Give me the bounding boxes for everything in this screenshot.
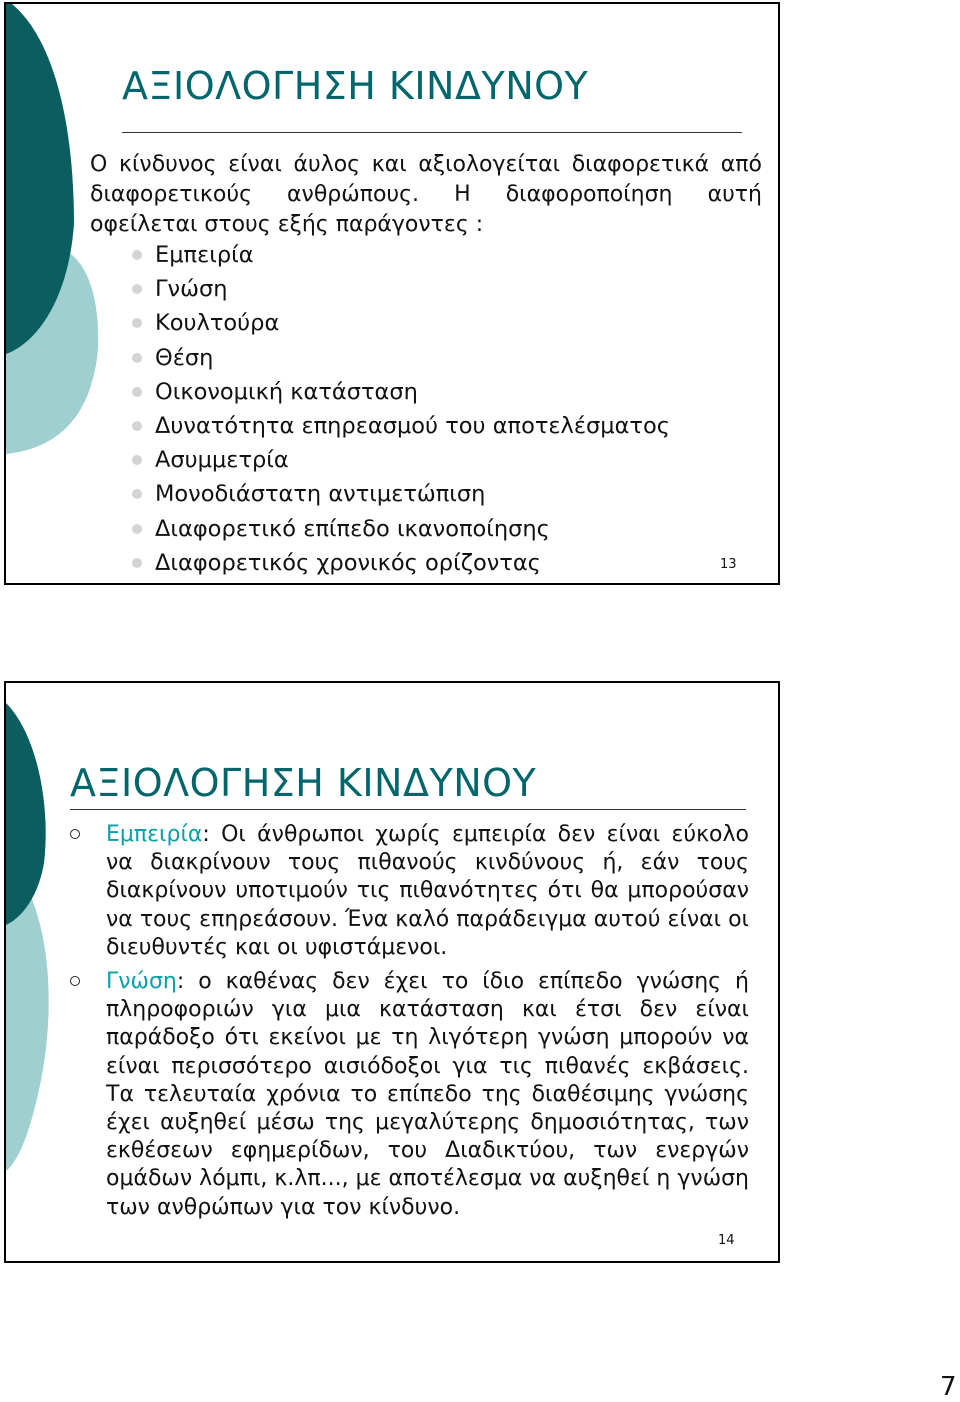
list-item: Διαφορετικός χρονικός ορίζοντας <box>132 546 670 580</box>
bullet-dot-icon <box>132 421 142 431</box>
bullet-dot-icon <box>132 524 142 534</box>
list-item: Θέση <box>132 341 670 375</box>
list-item: Γνώση <box>132 272 670 306</box>
ring-bullet-icon <box>70 829 80 839</box>
intro-text: Ο κίνδυνος είναι άυλος και αξιολογείται διαφορετικά από διαφορετικούς ανθρώπους. Η διαφοροποίηση αυτή οφείλεται στους εξής παράγοντες : <box>90 152 762 237</box>
bullet-dot-icon <box>132 353 142 363</box>
bullet-dot-icon <box>132 318 142 328</box>
slide-title: ΑΞΙΟΛΟΓΗΣΗ ΚΙΝΔΥΝΟΥ <box>70 761 537 805</box>
slide-number: 13 <box>720 557 737 572</box>
bullet-dot-icon <box>132 455 142 465</box>
list-item: Εμπειρία <box>132 238 670 272</box>
keyword-term: Γνώση <box>106 969 177 994</box>
list-item: Ασυμμετρία <box>132 443 670 477</box>
bullet-dot-icon <box>132 284 142 294</box>
bullet-dot-icon <box>132 387 142 397</box>
list-item: Οικονομική κατάσταση <box>132 375 670 409</box>
list-item: Μονοδιάστατη αντιμετώπιση <box>132 477 670 511</box>
list-item: Διαφορετικό επίπεδο ικανοποίησης <box>132 512 670 546</box>
point-text: : ο καθένας δεν έχει το ίδιο επίπεδο γνώσης ή πληροφοριών για μια κατάσταση και έτσι δεν είναι παράδοξο ότι εκείνοι με τη λιγότερη γνώση μπορούν να είναι περισσότερο αισιόδοξοι για τις πιθανές εκβάσεις. Τα τελευταία χρόνια το επίπεδο της διαθέσιμης γνώσης έχει αυξηθεί μέσω της μεγαλύτερης δημοσιότητας, των εκθέσεων εφημερίδων, του Διαδικτύου, των ενεργών ομάδων λόμπι, κ.λπ..., με αποτέλεσμα να αυξηθεί η γνώση των ανθρώπων για τον κίνδυνο. <box>106 969 749 1220</box>
page-number: 7 <box>940 1372 957 1402</box>
teal-arc-decoration <box>6 4 126 585</box>
bullet-dot-icon <box>132 558 142 568</box>
point-text: : Οι άνθρωποι χωρίς εμπειρία δεν είναι εύκολο να διακρίνουν τους πιθανούς κινδύνους ή, εάν τους διακρίνουν υποτιμούν τις πιθανότητες ότι θα μπορούσαν να τους επηρεάσουν. Ένα καλό παράδειγμα αυτού είναι οι διευθυντές και οι υφιστάμενοι. <box>106 822 749 960</box>
bullet-dot-icon <box>132 250 142 260</box>
slide-13 <box>4 2 780 585</box>
list-item: Κουλτούρα <box>132 306 670 340</box>
slide-number: 14 <box>718 1233 735 1248</box>
title-divider <box>122 132 742 133</box>
ring-bullet-icon <box>70 976 80 986</box>
point-knowledge <box>106 968 749 1222</box>
keyword-term: Εμπειρία <box>106 822 203 847</box>
slide-title: ΑΞΙΟΛΟΓΗΣΗ ΚΙΝΔΥΝΟΥ <box>122 64 589 108</box>
list-item: Δυνατότητα επηρεασμού του αποτελέσματος <box>132 409 670 443</box>
factor-list <box>132 238 670 580</box>
bullet-dot-icon <box>132 489 142 499</box>
slide-14 <box>4 681 780 1263</box>
title-divider <box>70 809 746 810</box>
point-experience <box>106 821 749 962</box>
